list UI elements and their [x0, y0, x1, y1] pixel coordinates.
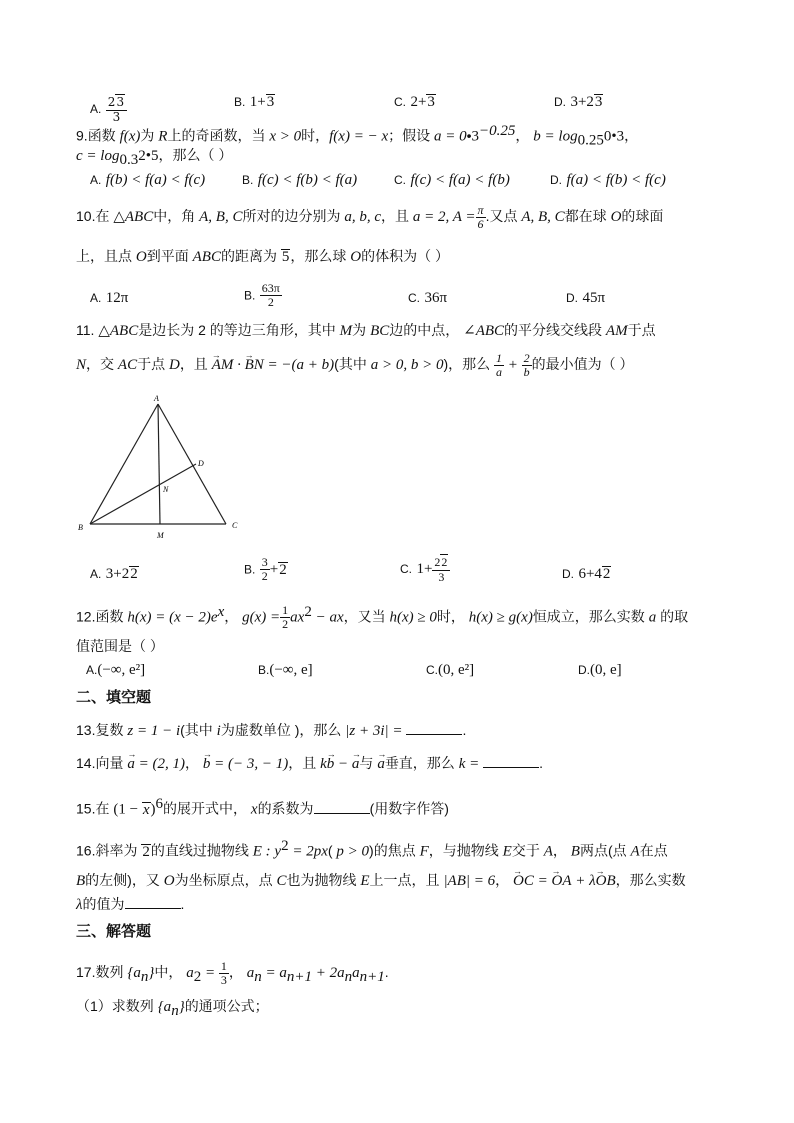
- label-a: A: [154, 394, 159, 403]
- q17-line1: 17.数列 $\{a_n\}$中， $a_2$ = $\frac{1}{3}$ ， $a_n = a_{n+1} + 2a_na_{n+1}$.: [76, 959, 389, 987]
- q11-line1: 11. △ABC是边长为 2 的等边三角形，其中 M为 BC边的中点， ∠ABC的平分线交线段 AM于点: [76, 322, 656, 339]
- q9-option-c[interactable]: C. f(c) < f(a) < f(b): [394, 172, 510, 188]
- q9-option-d[interactable]: D. f(a) < f(b) < f(c): [550, 172, 666, 188]
- label-b: B: [78, 523, 83, 532]
- q8-options: [76, 84, 724, 124]
- q14: 14.向量 → a = (2, 1)， → b = (− 3, − 1)，且 k→ b − → a与 → a垂直，那么 k = .: [76, 753, 724, 774]
- q8-option-b[interactable]: B. 1+3: [234, 94, 275, 110]
- q13-answer-blank[interactable]: [406, 722, 462, 735]
- q9-option-a[interactable]: A. f(b) < f(a) < f(c): [90, 172, 206, 188]
- section-fill-in-heading: 二、填空题: [76, 689, 152, 706]
- q11-options: [76, 554, 724, 590]
- section-solutions-heading: 三、解答题: [76, 923, 152, 940]
- q10-options: [76, 282, 724, 312]
- q11-option-c[interactable]: C. 1+ $\frac{22}{3}$: [400, 554, 450, 584]
- label-n: N: [163, 485, 169, 494]
- q15: 15.在 $(1 - x)^6$的展开式中， x的系数为 (用数字作答): [76, 796, 449, 818]
- segment-am: [158, 404, 160, 524]
- q16-line2: B的左侧)，又 O为坐标原点，点 C也为抛物线 E上一点，且 |AB| = 6， → OC = → OA + λ→ OB，那么实数: [76, 870, 724, 891]
- q17-part1: （1）求数列 $\{a_n\}$的通项公式；: [76, 998, 269, 1019]
- q11-line2: N，交 AC于点 D，且 → AM · → BN = −(a + b)(其中 a > 0, b > 0)，那么 $\frac{1}{a}$ + $\frac{2}{b}$ 的最小值为（ ）: [76, 352, 724, 379]
- edge-ab: [90, 404, 158, 524]
- q14-answer-blank[interactable]: [483, 755, 539, 768]
- q12-line2: 值范围是（ ）: [76, 638, 164, 654]
- q16-line3: λ的值为 .: [76, 896, 185, 913]
- q16-line1: 16.斜率为 2的直线过抛物线 E : $y^2 = 2px$( p > 0)的焦点 F，与抛物线 E交于 A， B两点(点 A在点: [76, 838, 668, 860]
- q12-option-b[interactable]: B.(−∞, e]: [258, 662, 313, 678]
- q8-option-a[interactable]: A. $\frac{23}{3}$: [90, 94, 127, 124]
- q12-option-d[interactable]: D.(0, e]: [578, 662, 622, 678]
- label-c: C: [232, 521, 238, 530]
- q11-triangle-figure: [74, 392, 244, 542]
- q12-option-c[interactable]: C.(0, e²]: [426, 662, 475, 678]
- q13: 13.复数 z = 1 − i(其中 i为虚数单位 )，那么 |z + 3i| = .: [76, 722, 467, 739]
- q8-option-d[interactable]: D. 3+23: [554, 94, 603, 110]
- q10-option-d[interactable]: D. 45π: [566, 290, 606, 306]
- q9-line1: 9.函数 f(x)为 R上的奇函数，当 x > 0时，f(x) = − x；假设 $a = 0•3^{-0.25}$， $b = \log_{0.25}0•3$，: [76, 123, 639, 149]
- q10-line2: 上，且点 O到平面 ABC的距离为 5，那么球 O的体积为（ ）: [76, 248, 449, 265]
- q9-line2: $c = \log_{0.3}2•5$，那么（ ）: [76, 147, 233, 168]
- q10-option-a[interactable]: A. 12π: [90, 290, 129, 306]
- q9-option-b[interactable]: B. f(c) < f(b) < f(a): [242, 172, 358, 188]
- q12-line1: 12.函数 $h(x) = (x - 2)e^x$， g(x) = $\frac{1}{2}$ $ax^2$ − ax，又当 h(x) ≥ 0时， h(x) ≥ g(x)恒成立，那么实数 a 的取: [76, 603, 689, 632]
- q16-answer-blank[interactable]: [125, 896, 181, 909]
- label-d: D: [198, 459, 204, 468]
- q11-option-b[interactable]: B. $\frac{3}{2}$ +2: [244, 555, 287, 583]
- q15-answer-blank[interactable]: [314, 801, 370, 814]
- edge-ac: [158, 404, 226, 524]
- q11-option-a[interactable]: A. 3+22: [90, 566, 138, 582]
- q8-a-fraction: $\frac{23}{3}$: [106, 94, 127, 124]
- segment-bd: [90, 464, 196, 524]
- q12-option-a[interactable]: A.(−∞, e²]: [86, 662, 146, 678]
- q8-option-c[interactable]: C. 2+3: [394, 94, 435, 110]
- q10-option-c[interactable]: C. 36π: [408, 290, 448, 306]
- q10-option-b[interactable]: B. $\frac{63\pi}{2}$: [244, 281, 280, 309]
- q11-option-d[interactable]: D. 6+42: [562, 566, 611, 582]
- label-m: M: [157, 531, 164, 540]
- q10-line1: 10.在 △ABC中，角 A, B, C所对的边分别为 a, b, c，且 a = 2, A = $\frac{\pi}{6}$ .又点 A, B, C都在球 O的球面: [76, 203, 664, 231]
